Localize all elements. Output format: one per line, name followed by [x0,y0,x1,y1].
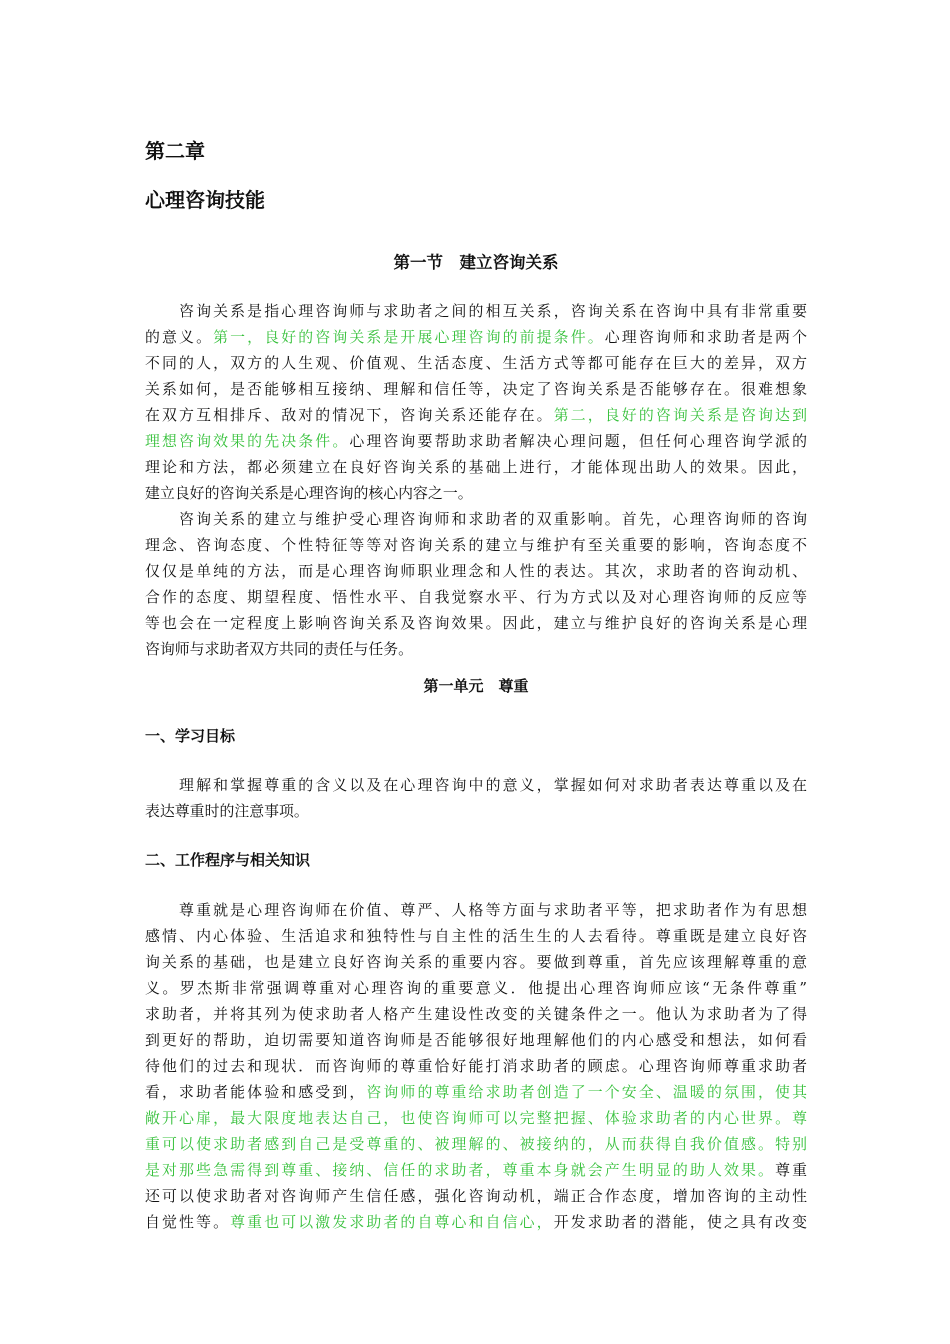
text-run: 开发求助者的潜能，使之具有改变 [553,1213,807,1231]
chapter-number: 第二章 [145,139,205,163]
text-line [145,1209,807,1235]
procedure-paragraph [145,897,807,1235]
text-line [145,454,807,480]
text-line [145,1105,807,1131]
text-line [145,1027,807,1053]
highlighted-text: 咨询师的尊重给求助者创造了一个安全、温暖的氛围，使其 [366,1083,807,1101]
text-run: 看，求助者能体验和感受到， [145,1083,367,1101]
text-line [145,1079,807,1105]
text-line [145,897,807,923]
text-run: 在双方互相排斥、敌对的情况下，咨询关系还能存在。 [145,406,554,424]
text-run: 咨询关系是指心理咨询师与求助者之间的相互关系，咨询关系在咨询中具有非常重要 [145,302,807,320]
text-line [145,772,807,798]
text-run: 咨询师与求助者双方共同的责任与任务。 [145,640,414,658]
text-run: 心理咨询师和求助者是两个 [604,328,807,346]
text-run: 理念、咨询态度、个性特征等等对咨询关系的建立与维护有至关重要的影响，咨询态度不 [145,536,807,554]
text-line [145,949,807,975]
heading-learning-goals: 一、学习目标 [145,727,236,745]
text-run: 建立良好的咨询关系是心理咨询的核心内容之一。 [145,484,473,502]
text-line [145,1131,807,1157]
text-run: 感情、内心体验、生活追求和独特性与自主性的活生生的人去看待。尊重既是建立良好咨 [145,927,807,945]
text-line [145,636,807,662]
text-run: 理解和掌握尊重的含义以及在心理咨询中的意义，掌握如何对求助者表达尊重以及在 [145,776,807,794]
text-run: 表达尊重时的注意事项。 [145,802,309,820]
highlighted-text: 第二，良好的咨询关系是咨询达到 [553,406,807,424]
highlighted-text: 第一，良好的咨询关系是开展心理咨询的前提条件。 [213,328,605,346]
text-line [145,350,807,376]
highlighted-text: 敞开心扉，最大限度地表达自己，也使咨询师可以完整把握、体验求助者的内心世界。尊 [145,1109,807,1127]
text-line [145,480,807,506]
text-run: 义。罗杰斯非常强调尊重对心理咨询的重要意义．他提出心理咨询师应该“无条件尊重” [145,979,807,997]
text-run: 待他们的过去和现状．而咨询师的尊重恰好能打消求助者的顾虑。心理咨询师尊重求助者 [145,1057,807,1075]
text-run: 的意义。 [145,328,214,346]
highlighted-text: 是对那些急需得到尊重、接纳、信任的求助者，尊重本身就会产生明显的助人效果。 [145,1161,776,1179]
text-line [145,1001,807,1027]
unit-title: 第一单元 尊重 [423,677,529,695]
text-line [145,923,807,949]
text-run: 心理咨询要帮助求助者解决心理问题，但任何心理咨询学派的 [349,432,807,450]
text-run: 关系如何，是否能够相互接纳、理解和信任等，决定了咨询关系是否能够存在。很难想象 [145,380,807,398]
text-line [145,1053,807,1079]
text-line [145,558,807,584]
highlighted-text: 重可以使求助者感到自己是受尊重的、被理解的、被接纳的，从而获得自我价值感。特别 [145,1135,807,1153]
goal-paragraph [145,772,807,824]
text-line [145,1157,807,1183]
text-run: 尊重 [775,1161,807,1179]
text-line [145,975,807,1001]
text-line [145,1183,807,1209]
chapter-title: 心理咨询技能 [145,188,265,212]
text-run: 不同的人，双方的人生观、价值观、生活态度、生活方式等都可能存在巨大的差异，双方 [145,354,807,372]
text-run: 询关系的基础，也是建立良好咨询关系的重要内容。要做到尊重，首先应该理解尊重的意 [145,953,807,971]
text-line [145,428,807,454]
highlighted-text: 理想咨询效果的先决条件。 [145,432,350,450]
text-run: 等也会在一定程度上影响咨询关系及咨询效果。因此，建立与维护良好的咨询关系是心理 [145,614,807,632]
text-run: 咨询关系的建立与维护受心理咨询师和求助者的双重影响。首先，心理咨询师的咨询 [145,510,807,528]
text-line [145,298,807,324]
text-run: 还可以使求助者对咨询师产生信任感，强化咨询动机，端正合作态度，增加咨询的主动性 [145,1187,807,1205]
text-line [145,798,807,824]
highlighted-text: 尊重也可以激发求助者的自尊心和自信心， [230,1213,554,1231]
text-line [145,506,807,532]
text-line [145,532,807,558]
text-run: 仅仅是单纯的方法，而是心理咨询师职业理念和人性的表达。其次，求助者的咨询动机、 [145,562,807,580]
heading-procedure: 二、工作程序与相关知识 [145,851,311,869]
text-line [145,376,807,402]
text-line [145,324,807,350]
text-run: 自觉性等。 [145,1213,231,1231]
section-paragraphs [145,298,807,662]
text-run: 理论和方法，都必须建立在良好咨询关系的基础上进行，才能体现出助人的效果。因此， [145,458,807,476]
text-run: 合作的态度、期望程度、悟性水平、自我觉察水平、行为方式以及对心理咨询师的反应等 [145,588,807,606]
text-run: 求助者，并将其列为使求助者人格产生建设性改变的关键条件之一。他认为求助者为了得 [145,1005,807,1023]
text-line [145,402,807,428]
text-run: 尊重就是心理咨询师在价值、尊严、人格等方面与求助者平等，把求助者作为有思想 [145,901,807,919]
section-title: 第一节 建立咨询关系 [393,253,559,272]
text-line [145,610,807,636]
text-line [145,584,807,610]
text-run: 到更好的帮助，迫切需要知道咨询师是否能够很好地理解他们的内心感受和想法，如何看 [145,1031,807,1049]
